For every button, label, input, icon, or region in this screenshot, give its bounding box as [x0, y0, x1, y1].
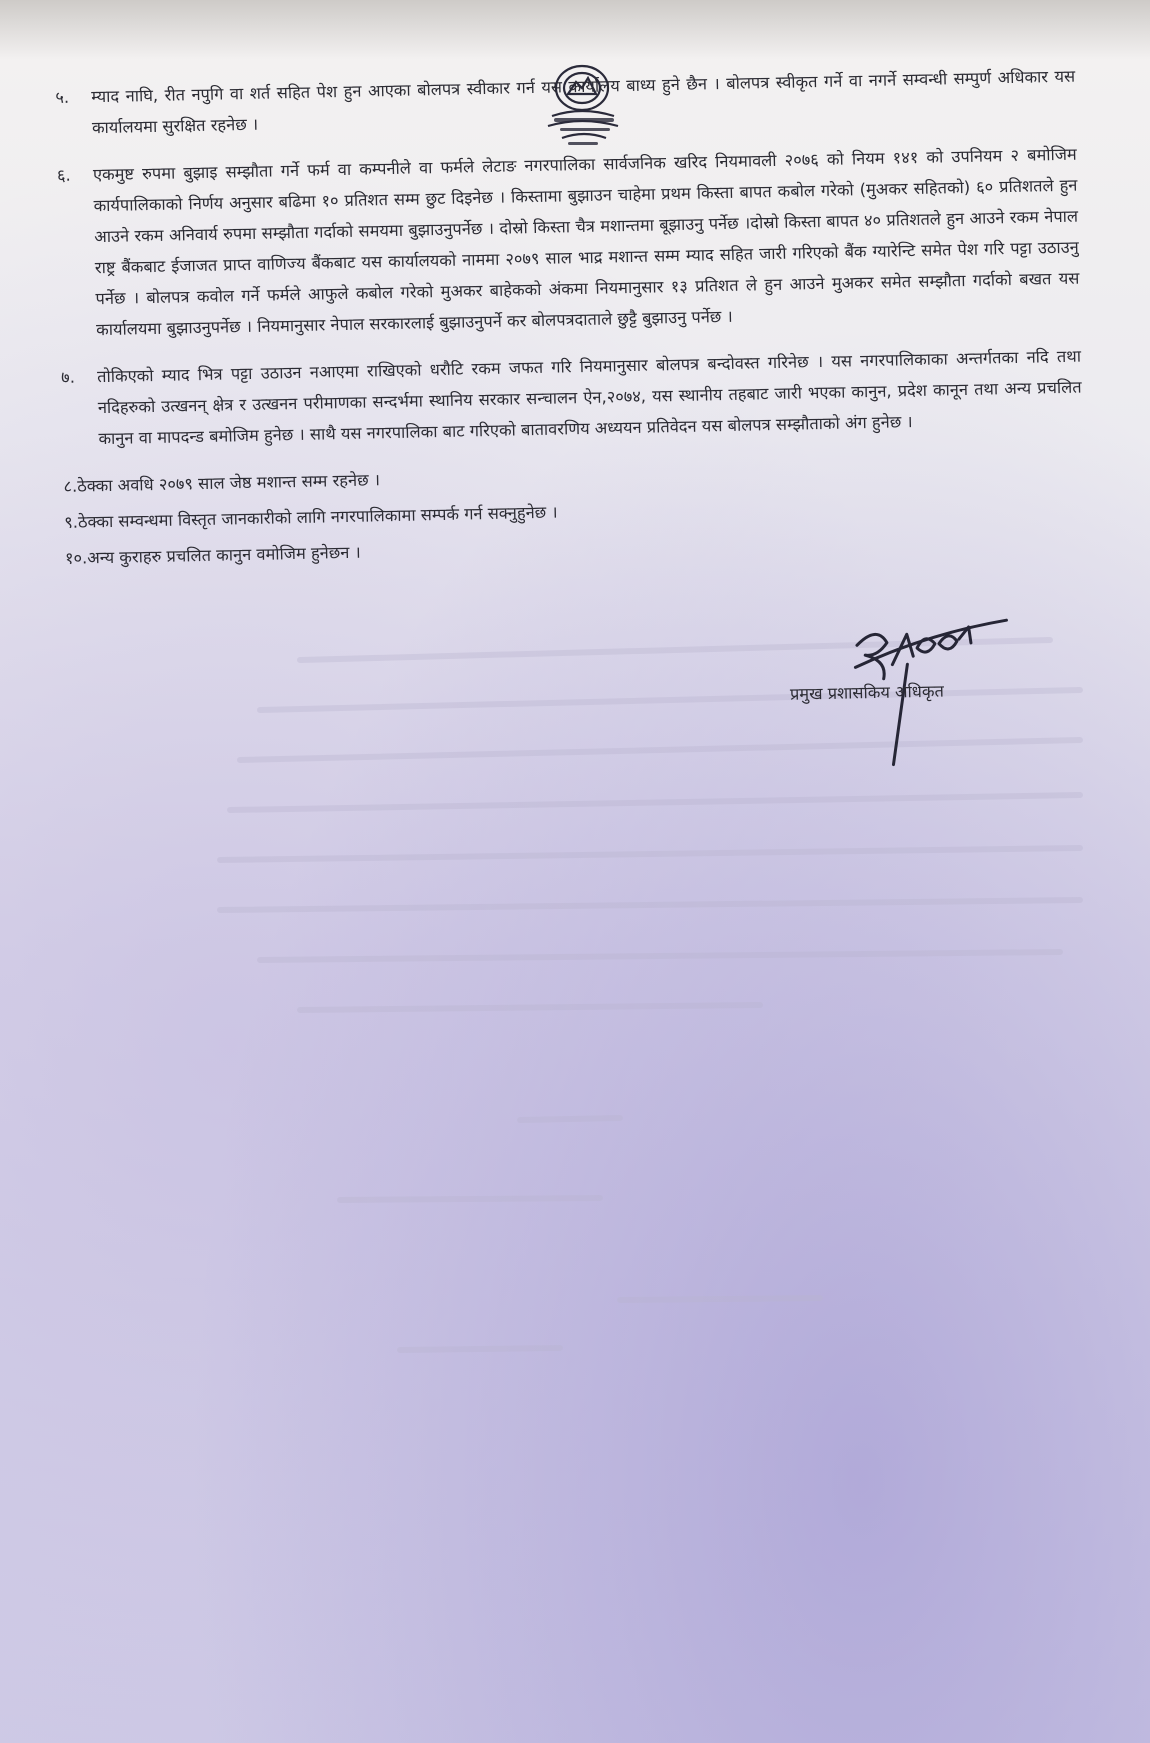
clause-10: १०.अन्य कुराहरु प्रचलित कानुन वमोजिम हुनेछन । — [64, 542, 361, 568]
document-body — [55, 61, 1085, 704]
clause-number: ७. — [60, 367, 76, 387]
clause-5 — [55, 61, 1076, 144]
clause-text: म्याद नाघि, रीत नपुगि वा शर्त सहित पेश हुन आएका बोलपत्र स्वीकार गर्न यस कार्यालय बाध्य हुने छैन । बोलपत्र स्वीकृत गर्ने वा नगर्ने सम्वन्धी सम्पुर्ण अधिकार यस कार्यालयमा सुरक्षित रहनेछ । — [91, 66, 1076, 138]
clause-number: ५. — [55, 87, 70, 107]
clause-8: ८.ठेक्का अवधि २०७९ साल जेष्ठ मशान्त सम्म रहनेछ । — [63, 470, 381, 496]
clause-text: एकमुष्ट रुपमा बुझाइ सम्झौता गर्ने फर्म वा कम्पनीले वा फर्मले लेटाङ नगरपालिका सार्वजनिक खरिद नियमावली २०७६ को नियम १४१ को उपनियम २ बमोजिम कार्यपालिकाको निर्णय अनुसार बढिमा १० प्रतिशत सम्म छुट दिइनेछ । किस्तामा बुझाउन चाहेमा प्रथम किस्ता बापत कबोल गरेको (मुअकर सहितको) ६० प्रतिशतले हुन आउने रकम अनिवार्य रुपमा सम्झौता गर्दाको समयमा बुझाउनुपर्नेछ । दोस्रो किस्ता चैत्र मशान्तमा बूझाउनु पर्नेछ ।दोस्रो किस्ता बापत ४० प्रतिशतले हुन आउने रकम नेपाल राष्ट्र बैंकबाट ईजाजत प्राप्त वाणिज्य बैंकबाट यस कार्यालयको नाममा २०७९ साल भाद्र मशान्त सम्म म्याद सहित जारी गरिएको बैंक ग्यारेन्टि समेत पेश गरि पट्टा उठाउनु पर्नेछ । बोलपत्र कवोल गर्ने फर्मले आफुले कबोल गरेको मुअकर बाहेकको अंकमा नियमानुसार १३ प्रतिशत ले हुन आउने मुअकर समेत सम्झौता गर्दाको बखत यस कार्यालयमा बुझाउनुपर्नेछ । नियमानुसार नेपाल सरकारलाई बुझाउनुपर्ने कर बोलपत्रदाताले छुट्टै बुझाउनु पर्नेछ । — [92, 144, 1080, 340]
clause-9: ९.ठेक्का सम्वन्धमा विस्तृत जानकारीको लागि नगरपालिकामा सम्पर्क गर्न सक्नुहुनेछ । — [64, 502, 558, 532]
clause-7 — [61, 341, 1083, 455]
clause-number: ६. — [56, 165, 71, 185]
signatory-title: प्रमुख प्रशासकिय अधिकृत — [789, 681, 945, 704]
clause-6 — [57, 139, 1081, 346]
clause-text: तोकिएको म्याद भित्र पट्टा उठाउन नआएमा राखिएको धरौटि रकम जफत गरि नियमानुसार बोलपत्र बन्दोवस्त गरिनेछ । यस नगरपालिकाका अन्तर्गतका नदि तथा नदिहरुको उत्खनन् क्षेत्र र उत्खनन परीमाणका सन्दर्भमा स्थानिय सरकार सन्चालन ऐन,२०७४, यस स्थानीय तहबाट जारी भएका कानुन, प्रदेश कानून तथा अन्य प्रचलित कानुन वा मापदन्ड बमोजिम हुनेछ । साथै यस नगरपालिका बाट गरिएको बातावरणिय अध्ययन प्रतिवेदन यस बोलपत्र सम्झौताको अंग हुनेछ । — [96, 346, 1082, 449]
